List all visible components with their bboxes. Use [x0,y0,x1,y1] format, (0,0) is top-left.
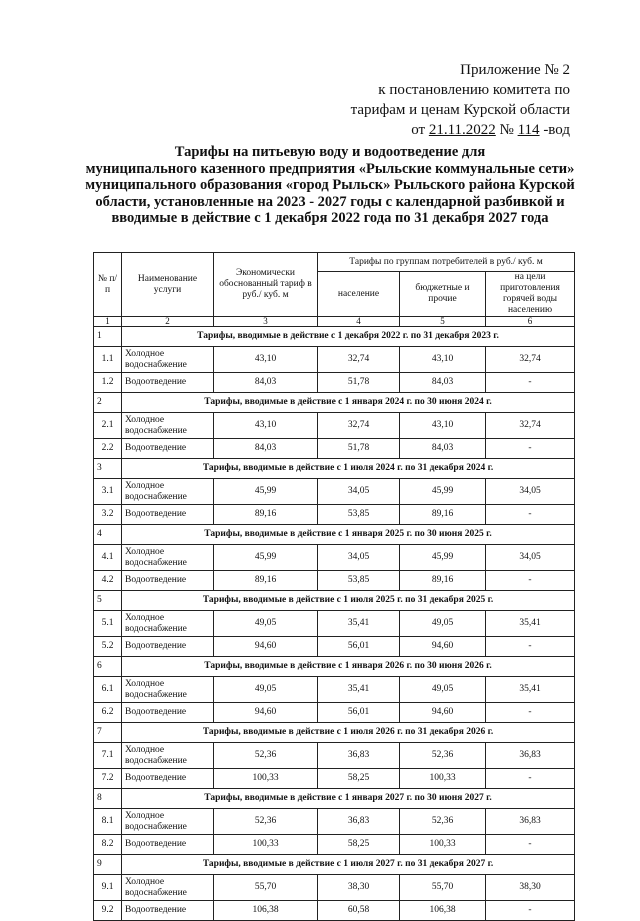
hot-water-tariff: - [486,373,575,393]
budget-tariff: 45,99 [400,545,486,571]
budget-tariff: 49,05 [400,611,486,637]
period-row [94,327,575,347]
row-num: 7.1 [94,743,122,769]
budget-tariff: 89,16 [400,505,486,525]
service-name: Водоотведение [122,901,214,921]
population-tariff: 34,05 [318,545,400,571]
row-num: 7.2 [94,769,122,789]
service-name: Холодное водоснабжение [122,347,214,373]
population-tariff: 53,85 [318,505,400,525]
table-row [94,743,575,769]
population-tariff: 51,78 [318,439,400,459]
population-tariff: 32,74 [318,413,400,439]
service-name: Водоотведение [122,835,214,855]
date-prefix: от [411,122,429,138]
period-title: Тарифы, вводимые в действие с 1 июля 2025 г. по 31 декабря 2025 г. [122,591,575,611]
row-num: 8.1 [94,809,122,835]
service-name: Холодное водоснабжение [122,875,214,901]
row-num: 4.1 [94,545,122,571]
population-tariff: 36,83 [318,809,400,835]
table-row [94,373,575,393]
budget-tariff: 106,38 [400,901,486,921]
hot-water-tariff: - [486,769,575,789]
hot-water-tariff: 36,83 [486,809,575,835]
table-row [94,611,575,637]
header-hot-water: на цели приготовления горячей воды населению [486,272,575,317]
hot-water-tariff: 32,74 [486,413,575,439]
period-num: 6 [94,657,122,677]
resolution-date: 21.11.2022 [428,122,496,138]
row-num: 3.1 [94,479,122,505]
period-title: Тарифы, вводимые в действие с 1 июля 2026 г. по 31 декабря 2026 г. [122,723,575,743]
economic-tariff: 55,70 [214,875,318,901]
population-tariff: 36,83 [318,743,400,769]
hot-water-tariff: - [486,637,575,657]
header-economic-tariff: Экономически обоснованный тариф в руб./ куб. м [214,253,318,317]
appendix-block [351,60,570,140]
period-row [94,591,575,611]
population-tariff: 35,41 [318,611,400,637]
economic-tariff: 43,10 [214,413,318,439]
hot-water-tariff: - [486,901,575,921]
tariff-table [93,252,575,921]
period-row [94,657,575,677]
table-row [94,413,575,439]
period-num: 7 [94,723,122,743]
budget-tariff: 84,03 [400,439,486,459]
economic-tariff: 45,99 [214,479,318,505]
economic-tariff: 100,33 [214,835,318,855]
economic-tariff: 94,60 [214,703,318,723]
hot-water-tariff: - [486,439,575,459]
period-row [94,789,575,809]
number-suffix: -вод [539,122,570,138]
row-num: 1.2 [94,373,122,393]
economic-tariff: 84,03 [214,439,318,459]
budget-tariff: 55,70 [400,875,486,901]
period-num: 1 [94,327,122,347]
hot-water-tariff: 35,41 [486,677,575,703]
economic-tariff: 89,16 [214,571,318,591]
col-number: 3 [214,317,318,327]
table-row [94,347,575,373]
appendix-date-line [351,120,570,140]
budget-tariff: 45,99 [400,479,486,505]
table-row [94,479,575,505]
table-row [94,545,575,571]
tariff-table-wrapper [93,252,575,921]
service-name: Холодное водоснабжение [122,413,214,439]
title-line3: муниципального образования «город Рыльск» Рыльского района Курской [85,177,575,193]
row-num: 1.1 [94,347,122,373]
header-consumer-groups: Тарифы по группам потребителей в руб./ куб. м [318,253,575,272]
hot-water-tariff: 32,74 [486,347,575,373]
economic-tariff: 49,05 [214,611,318,637]
period-num: 2 [94,393,122,413]
table-row [94,835,575,855]
budget-tariff: 43,10 [400,347,486,373]
service-name: Водоотведение [122,637,214,657]
population-tariff: 32,74 [318,347,400,373]
population-tariff: 34,05 [318,479,400,505]
period-title: Тарифы, вводимые в действие с 1 января 2027 г. по 30 июня 2027 г. [122,789,575,809]
period-row [94,459,575,479]
col-number: 2 [122,317,214,327]
service-name: Холодное водоснабжение [122,611,214,637]
hot-water-tariff: - [486,571,575,591]
budget-tariff: 89,16 [400,571,486,591]
table-row [94,809,575,835]
budget-tariff: 52,36 [400,809,486,835]
economic-tariff: 43,10 [214,347,318,373]
budget-tariff: 43,10 [400,413,486,439]
service-name: Водоотведение [122,373,214,393]
economic-tariff: 52,36 [214,809,318,835]
title-line5: вводимые в действие с 1 декабря 2022 года по 31 декабря 2027 года [111,210,549,226]
population-tariff: 38,30 [318,875,400,901]
period-title: Тарифы, вводимые в действие с 1 июля 2027 г. по 31 декабря 2027 г. [122,855,575,875]
budget-tariff: 94,60 [400,703,486,723]
economic-tariff: 49,05 [214,677,318,703]
economic-tariff: 84,03 [214,373,318,393]
row-num: 6.2 [94,703,122,723]
table-row [94,875,575,901]
budget-tariff: 84,03 [400,373,486,393]
period-num: 4 [94,525,122,545]
title-line1: Тарифы на питьевую воду и водоотведение для [174,144,486,160]
row-num: 4.2 [94,571,122,591]
hot-water-tariff: 34,05 [486,479,575,505]
row-num: 6.1 [94,677,122,703]
table-row [94,439,575,459]
period-row [94,855,575,875]
row-num: 3.2 [94,505,122,525]
table-row [94,677,575,703]
col-number: 4 [318,317,400,327]
hot-water-tariff: 38,30 [486,875,575,901]
service-name: Холодное водоснабжение [122,677,214,703]
economic-tariff: 94,60 [214,637,318,657]
title-line2: муниципального казенного предприятия «Рыльские коммунальные сети» [85,160,575,177]
population-tariff: 51,78 [318,373,400,393]
row-num: 5.1 [94,611,122,637]
col-number: 6 [486,317,575,327]
period-num: 5 [94,591,122,611]
row-num: 9.2 [94,901,122,921]
row-num: 8.2 [94,835,122,855]
hot-water-tariff: 35,41 [486,611,575,637]
row-num: 2.1 [94,413,122,439]
economic-tariff: 100,33 [214,769,318,789]
table-row [94,901,575,921]
period-title: Тарифы, вводимые в действие с 1 января 2024 г. по 30 июня 2024 г. [122,393,575,413]
table-row [94,571,575,591]
economic-tariff: 89,16 [214,505,318,525]
economic-tariff: 45,99 [214,545,318,571]
document-title [80,144,580,227]
period-title: Тарифы, вводимые в действие с 1 декабря 2022 г. по 31 декабря 2023 г. [122,327,575,347]
period-num: 3 [94,459,122,479]
title-line4: области, установленные на 2023 - 2027 годы с календарной разбивкой и [95,193,565,210]
budget-tariff: 49,05 [400,677,486,703]
row-num: 9.1 [94,875,122,901]
period-title: Тарифы, вводимые в действие с 1 января 2026 г. по 30 июня 2026 г. [122,657,575,677]
table-row [94,769,575,789]
budget-tariff: 52,36 [400,743,486,769]
budget-tariff: 94,60 [400,637,486,657]
appendix-line2: к постановлению комитета по [378,82,570,98]
period-num: 9 [94,855,122,875]
service-name: Водоотведение [122,769,214,789]
hot-water-tariff: 36,83 [486,743,575,769]
number-prefix: № [495,122,518,138]
table-row [94,637,575,657]
budget-tariff: 100,33 [400,835,486,855]
service-name: Водоотведение [122,505,214,525]
row-num: 5.2 [94,637,122,657]
service-name: Холодное водоснабжение [122,479,214,505]
appendix-line3: тарифам и ценам Курской области [350,102,570,118]
period-title: Тарифы, вводимые в действие с 1 июля 2024 г. по 31 декабря 2024 г. [122,459,575,479]
service-name: Водоотведение [122,571,214,591]
population-tariff: 56,01 [318,637,400,657]
col-number: 5 [400,317,486,327]
population-tariff: 58,25 [318,769,400,789]
header-population: население [318,272,400,317]
service-name: Водоотведение [122,439,214,459]
service-name: Водоотведение [122,703,214,723]
budget-tariff: 100,33 [400,769,486,789]
period-row [94,723,575,743]
population-tariff: 56,01 [318,703,400,723]
population-tariff: 60,58 [318,901,400,921]
table-row [94,505,575,525]
period-row [94,525,575,545]
population-tariff: 53,85 [318,571,400,591]
resolution-number: 114 [517,122,540,138]
column-number-row [94,317,575,327]
period-title: Тарифы, вводимые в действие с 1 января 2025 г. по 30 июня 2025 г. [122,525,575,545]
hot-water-tariff: - [486,703,575,723]
service-name: Холодное водоснабжение [122,545,214,571]
economic-tariff: 106,38 [214,901,318,921]
appendix-line1: Приложение № 2 [460,62,570,78]
header-num: № п/п [94,253,122,317]
header-service: Наименование услуги [122,253,214,317]
service-name: Холодное водоснабжение [122,809,214,835]
row-num: 2.2 [94,439,122,459]
service-name: Холодное водоснабжение [122,743,214,769]
hot-water-tariff: - [486,505,575,525]
population-tariff: 35,41 [318,677,400,703]
economic-tariff: 52,36 [214,743,318,769]
header-budget: бюджетные и прочие [400,272,486,317]
period-row [94,393,575,413]
population-tariff: 58,25 [318,835,400,855]
hot-water-tariff: 34,05 [486,545,575,571]
period-num: 8 [94,789,122,809]
hot-water-tariff: - [486,835,575,855]
table-row [94,703,575,723]
tariff-table-body [94,327,575,921]
col-number: 1 [94,317,122,327]
